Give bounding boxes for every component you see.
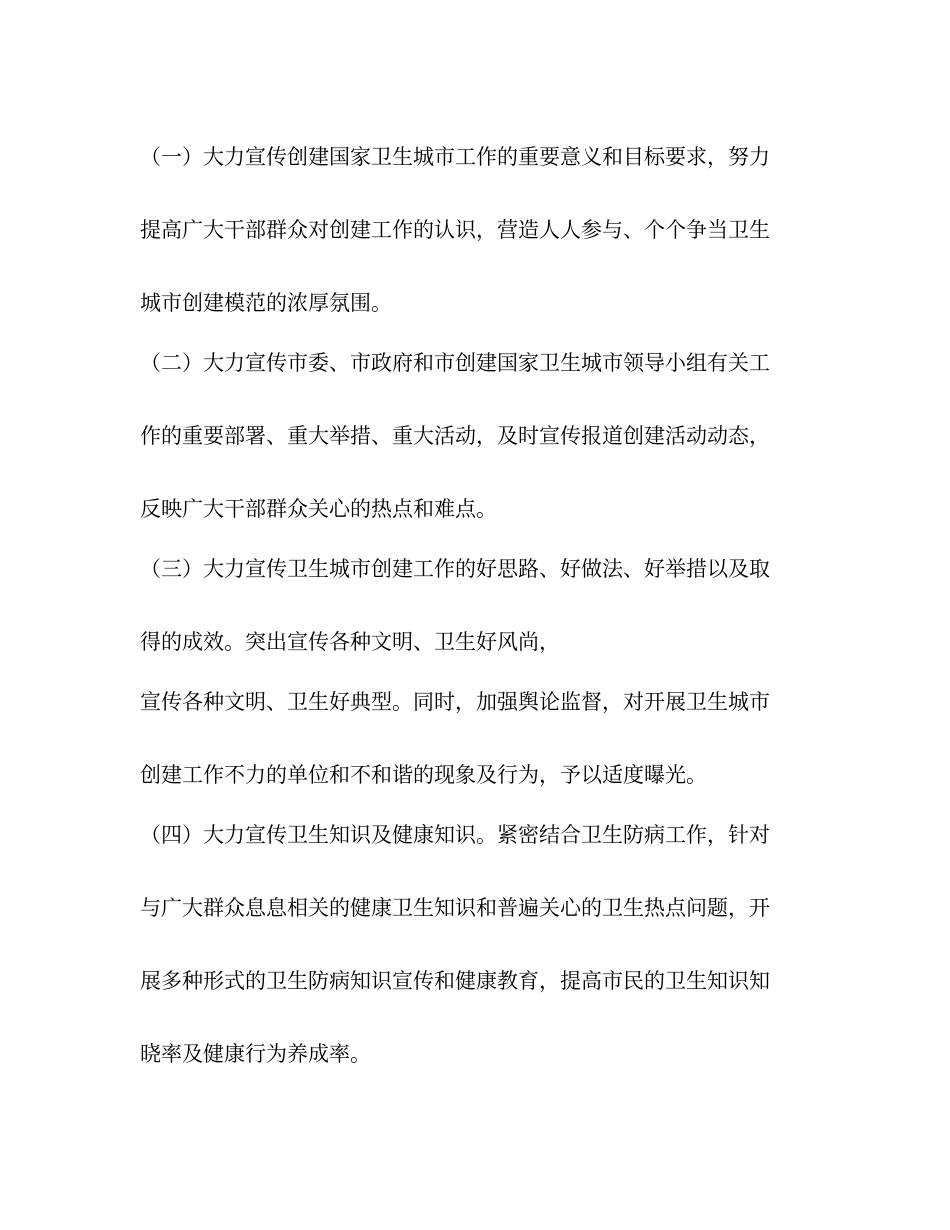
paragraph-4-line-3: 展多种形式的卫生防病知识宣传和健康教育，提高市民的卫生知识知 [140,969,770,993]
paragraph-4-line-1: （四）大力宣传卫生知识及健康知识。紧密结合卫生防病工作，针对 [140,823,770,847]
paragraph-4-line-2: 与广大群众息息相关的健康卫生知识和普遍关心的卫生热点问题，开 [140,896,770,920]
paragraph-3-line-4: 创建工作不力的单位和不和谐的现象及行为，予以适度曝光。 [140,763,707,787]
paragraph-4-line-4: 晓率及健康行为养成率。 [140,1042,371,1066]
paragraph-1-line-3: 城市创建模范的浓厚氛围。 [140,291,392,315]
paragraph-3-line-2: 得的成效。突出宣传各种文明、卫生好风尚， [140,630,560,654]
paragraph-2-line-2: 作的重要部署、重大举措、重大活动，及时宣传报道创建活动动态， [140,424,770,448]
paragraph-2-line-1: （二）大力宣传市委、市政府和市创建国家卫生城市领导小组有关工 [140,351,770,375]
paragraph-2-line-3: 反映广大干部群众关心的热点和难点。 [140,497,497,521]
paragraph-3-line-1: （三）大力宣传卫生城市创建工作的好思路、好做法、好举措以及取 [140,557,770,581]
paragraph-1-line-2: 提高广大干部群众对创建工作的认识，营造人人参与、个个争当卫生 [140,218,770,242]
paragraph-1-line-1: （一）大力宣传创建国家卫生城市工作的重要意义和目标要求，努力 [140,145,770,169]
paragraph-3-line-3: 宣传各种文明、卫生好典型。同时，加强舆论监督，对开展卫生城市 [140,690,770,714]
